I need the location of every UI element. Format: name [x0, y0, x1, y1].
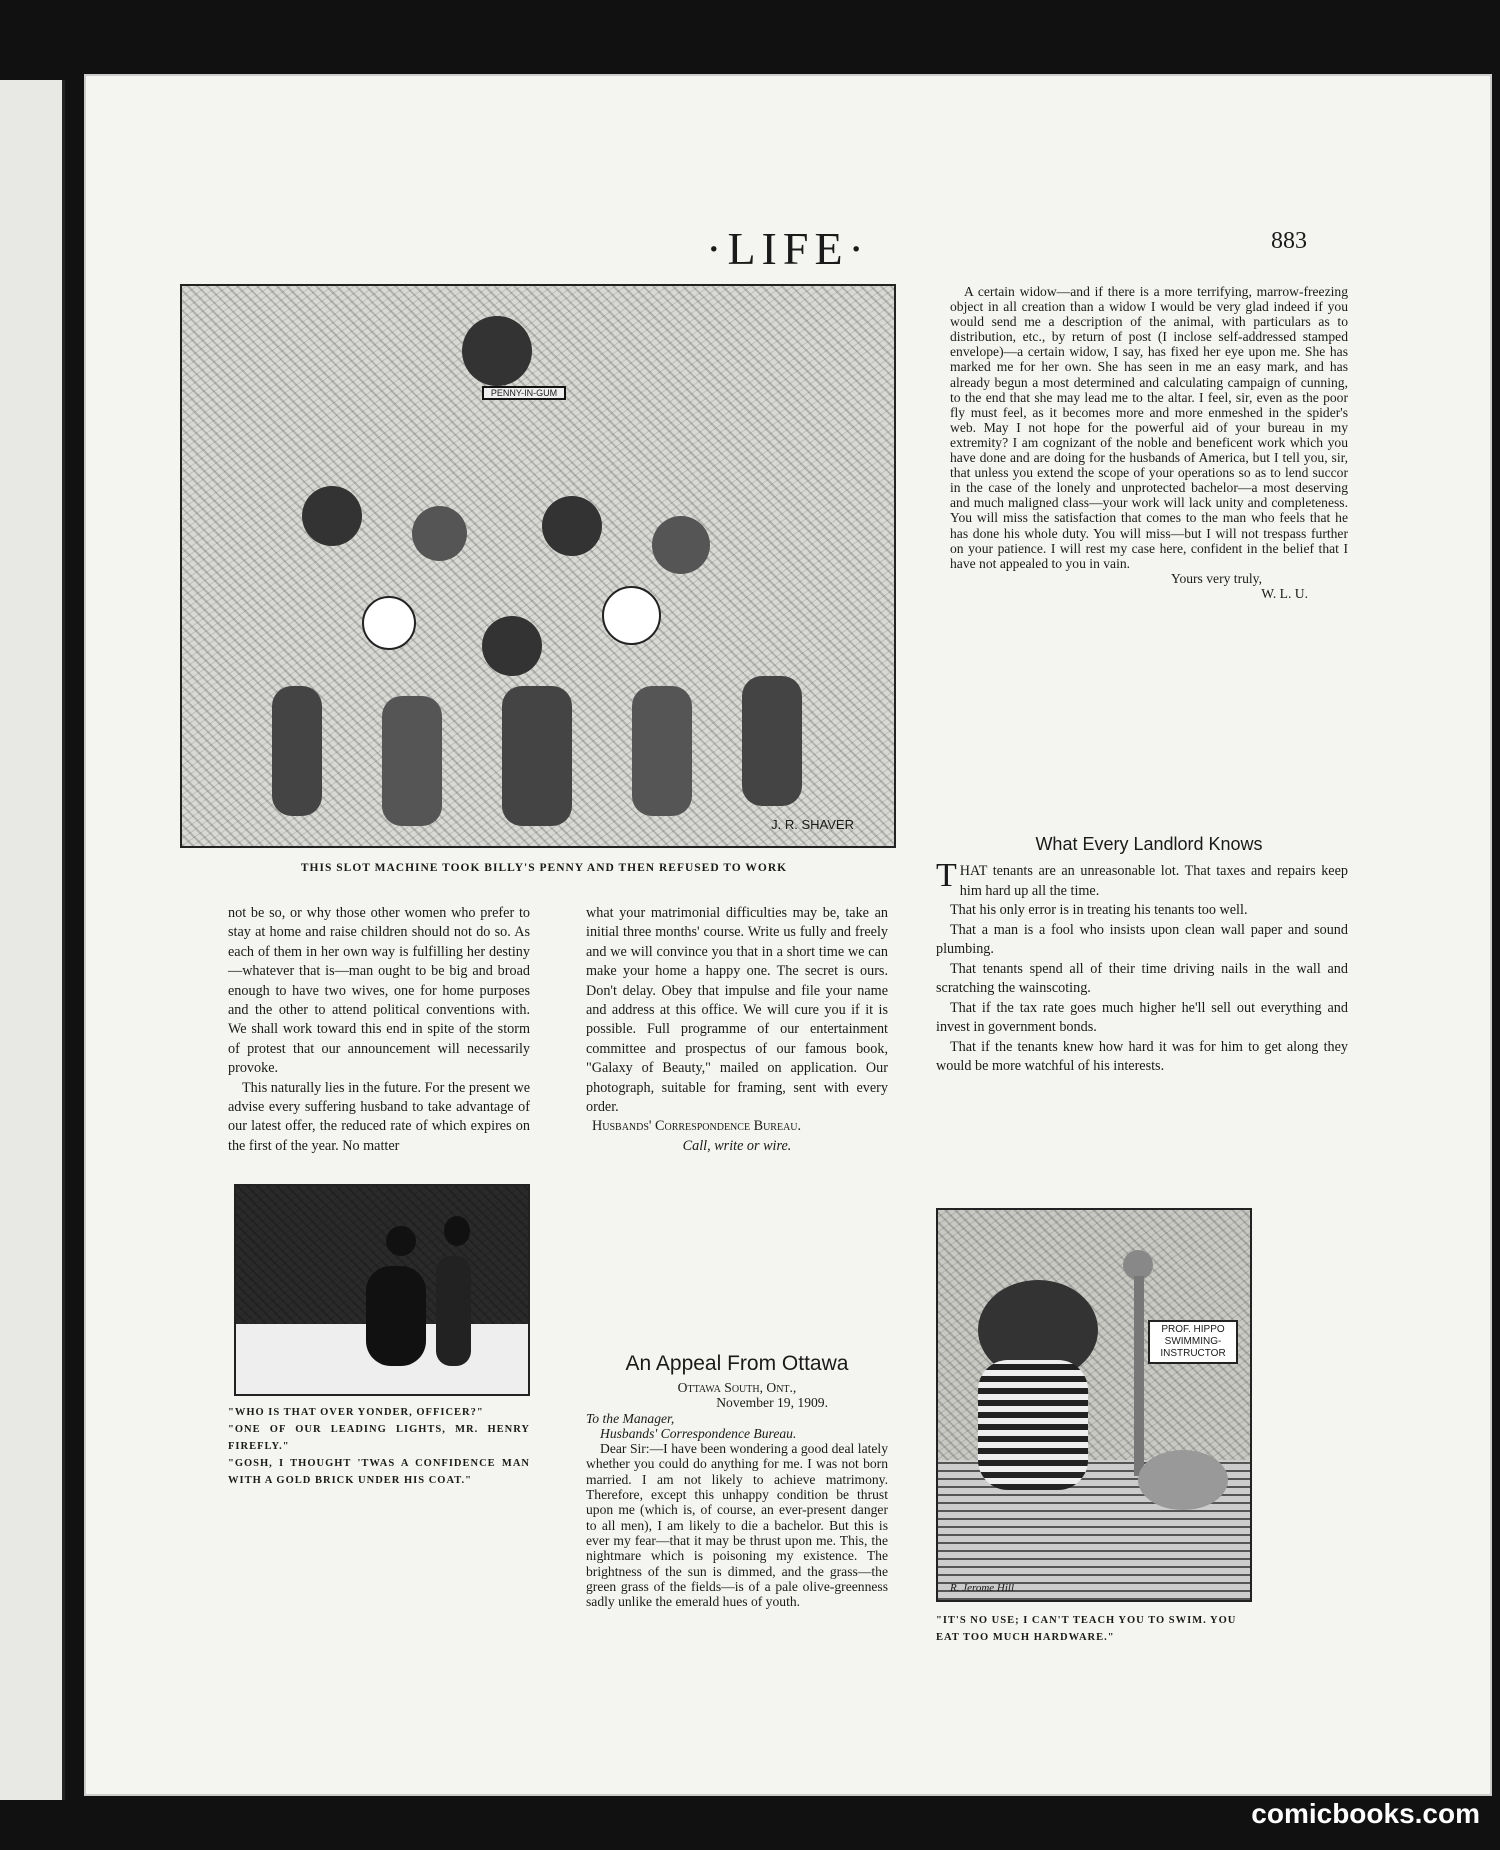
slot-machine-sign: PENNY-IN-GUM [482, 386, 566, 400]
watermark: comicbooks.com [1251, 1798, 1480, 1829]
artist-signature: J. R. SHAVER [771, 817, 854, 832]
hippo-sign: PROF. HIPPO SWIMMING-INSTRUCTOR [1148, 1320, 1238, 1364]
appeal-date: November 19, 1909. [716, 1395, 828, 1411]
right-column [950, 284, 1348, 601]
appeal-body: Dear Sir:—I have been wondering a good deal lately whether you could do anything for me. I was not born married. I am not likely to achieve matrimony. Therefore, except this unhappy condition be thrust upon me (which is, of course, an ever-present danger to all men), I am likely to die a bachelor. But this is ever my fear—that it may be thrust upon me. This, the nightmare which is poisoning my existence. The brightness of the sun is dimmed, and the grass—the green grass of the fields—is of a pale olive-greenness sadly unlike the emerald hues of youth. [586, 1441, 888, 1610]
initials: W. L. U. [1261, 585, 1308, 601]
appeal-to: To the Manager, [586, 1410, 675, 1426]
appeal-heading: An Appeal From Ottawa [625, 1352, 849, 1375]
landlord-item: That a man is a fool who insists upon clean wall paper and sound plumbing. [936, 921, 1348, 957]
hippo-cartoon [936, 1208, 1252, 1602]
previous-page-edge [0, 80, 65, 1800]
bureau-signoff: Husbands' Correspondence Bureau. [592, 1118, 802, 1135]
firefly-cartoon [234, 1184, 530, 1396]
page-number: 883 [1271, 228, 1307, 254]
paragraph: what your matrimonial difficulties may be, take an initial three months' course. Write us fully and freely and we will convince you that in a short time we can make your home a happy one. The secret is ours. Don't delay. Obey that impulse and file your name and address at this office. We will cure you if it is possible. Full programme of our entertainment committee and prospectus of our famous book, "Galaxy of Beauty," mailed on application. Our photograph, suitable for framing, sent with every order. [586, 905, 888, 1116]
dropcap: T [936, 857, 957, 894]
firefly-caption [228, 1404, 530, 1489]
closing: Yours very truly, [1170, 570, 1262, 586]
masthead: ·LIFE· [706, 223, 870, 274]
landlord-item: That if the tax rate goes much higher he'll sell out everything and invest in government bonds. [936, 999, 1348, 1035]
landlord-heading: What Every Landlord Knows [1035, 834, 1263, 854]
caption-line: "WHO IS THAT OVER YONDER, OFFICER?" [228, 1407, 484, 1418]
paragraph: This naturally lies in the future. For the present we advise every suffering husband to take advantage of our latest offer, the reduced rate of which expires on the first of the year. No matter [228, 1079, 530, 1154]
landlord-first: HAT tenants are an unreasonable lot. That taxes and repairs keep him hard up all the time. [959, 863, 1348, 899]
caption-line: "GOSH, I THOUGHT 'TWAS A CONFIDENCE MAN WITH A GOLD BRICK UNDER HIS COAT." [228, 1458, 530, 1486]
appeal-to-bureau: Husbands' Correspondence Bureau. [600, 1425, 797, 1441]
paragraph: not be so, or why those other women who prefer to stay at home and raise children should not do so. As each of them in her own way is fulfilling her destiny—whatever that is—man ought to be big and broad enough to have two wives, one for home purposes and the other to attend political conventions with. We shall work toward this end in spite of the storm of protest that our announcement will necessarily provoke. [228, 905, 530, 1077]
cartoon-caption: THIS SLOT MACHINE TOOK BILLY'S PENNY AND THEN REFUSED TO WORK [300, 862, 788, 874]
slot-machine-cartoon [180, 284, 896, 848]
appeal-place: Ottawa South, Ont., [677, 1380, 797, 1395]
caption-line: "ONE OF OUR LEADING LIGHTS, MR. HENRY FIREFLY." [228, 1424, 530, 1452]
landlord-item: That tenants spend all of their time driving nails in the wall and scratching the wainscoting. [936, 960, 1348, 996]
bureau-tagline: Call, write or wire. [682, 1137, 792, 1154]
landlord-article [936, 857, 1348, 1077]
artist-signature: R. Jerome Hill [950, 1582, 1015, 1594]
appeal-letter [586, 1380, 888, 1609]
landlord-item: That his only error is in treating his tenants too well. [950, 902, 1248, 918]
landlord-item: That if the tenants knew how hard it was for him to get along they would be more watchful of his interests. [936, 1038, 1348, 1074]
middle-column [586, 904, 888, 1156]
paragraph: A certain widow—and if there is a more terrifying, marrow-freezing object in all creation than a widow I would be very glad indeed if you would send me a description of the animal, with particulars as to distribution, etc., by return of post (I inclose self-addressed stamped envelope)—a certain widow, I say, has fixed her eye upon me. She has marked me for her own. She has seen in me an easy mark, and has already begun a most determined and calculating campaign of cunning, to the end that she may lead me to the altar. I feel, sir, even as the poor fly must feel, as it becomes more and more enmeshed in the spider's web. May I not hope for the powerful aid of your bureau in my extremity? I am cognizant of the noble and beneficent work which you have done and are doing for the husbands of America, but I tell you, sir, that unless you extend the scope of your operations so as to lend succor in the case of the lonely and unprotected bachelor—a most deserving and much maligned class—your work will lack unity and completeness. You will miss the satisfaction that comes to the man who feels that he has done his whole duty. You will miss—but I will not trespass further on your patience. I will rest my case here, confident in the belief that I have not appealed to you in vain. [950, 284, 1348, 571]
left-column [228, 904, 530, 1156]
hippo-caption: "IT'S NO USE; I CAN'T TEACH YOU TO SWIM. YOU EAT TOO MUCH HARDWARE." [936, 1615, 1237, 1643]
magazine-page [84, 74, 1492, 1796]
